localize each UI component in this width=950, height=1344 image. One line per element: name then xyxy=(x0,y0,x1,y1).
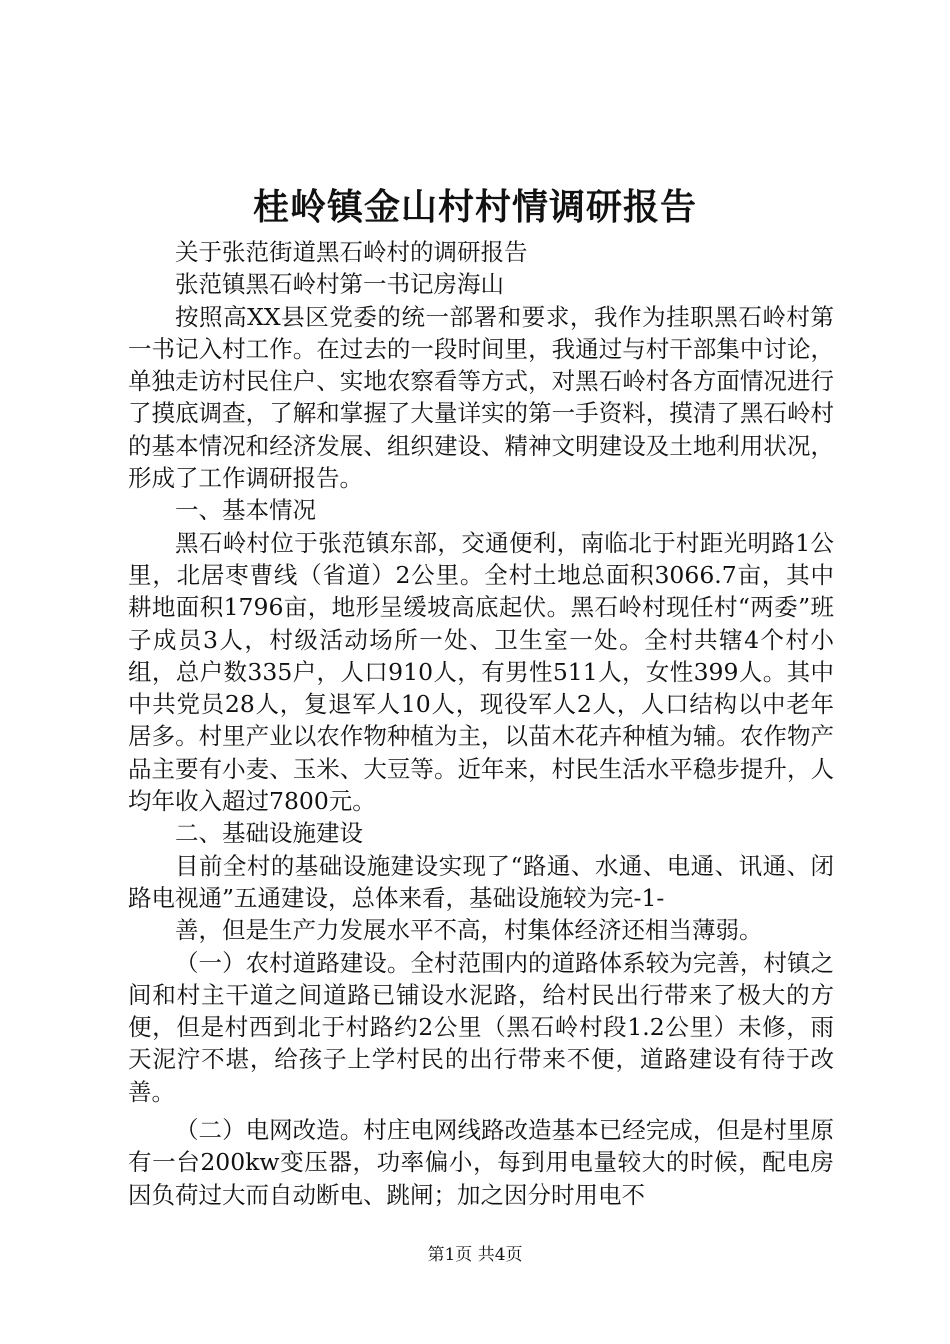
paragraph-infrastructure-cont: 善，但是生产力发展水平不高，村集体经济还相当薄弱。 xyxy=(175,916,763,945)
page-number-footer: 第1页 共4页 xyxy=(427,1245,523,1265)
document-body xyxy=(128,236,834,1211)
paragraph-intro: 按照高XX县区党委的统一部署和要求，我作为挂职黑石岭村第一书记入村工作。在过去的一段时间里，我通过与村干部集中讨论，单独走访村民住户、实地农察看等方式，对黑石岭村各方面情况进行了摸底调查，了解和掌握了大量详实的第一手资料，摸清了黑石岭村的基本情况和经济发展、组织建设、精神文明建设及土地利用状况，形成了工作调研报告。 xyxy=(128,302,834,493)
section-heading-basic-info: 一、基本情况 xyxy=(175,496,316,525)
document-title: 桂岭镇金山村村情调研报告 xyxy=(252,186,697,228)
paragraph-subtitle: 关于张范街道黑石岭村的调研报告 xyxy=(175,238,528,266)
paragraph-infrastructure: 目前全村的基础设施建设实现了“路通、水通、电通、讯通、闭路电视通”五通建设，总体来看，基础设施较为完-1- xyxy=(128,851,834,912)
paragraph-grid-upgrade: （二）电网改造。村庄电网线路改造基本已经完成，但是村里原有一台200kw变压器，功率偏小，每到用电量较大的时候，配电房因负荷过大而自动断电、跳闸；加之因分时用电不 xyxy=(128,1116,834,1209)
paragraph-author: 张范镇黑石岭村第一书记房海山 xyxy=(175,270,504,299)
section-heading-infrastructure: 二、基础设施建设 xyxy=(175,819,363,848)
paragraph-basic-info: 黑石岭村位于张范镇东部，交通便利，南临北于村距光明路1公里，北居枣曹线（省道）2公里。全村土地总面积3066.7亩，其中耕地面积1796亩，地形呈缓坡高底起伏。黑石岭村现任村“两委”班子成员3人，村级活动场所一处、卫生室一处。全村共辖4个村小组，总户数335户，人口910人，有男性511人，女性399人。其中中共党员28人，复退军人10人，现役军人2人，人口结构以中老年居多。村里产业以农作物种植为主，以苗木花卉种植为辅。农作物产品主要有小麦、玉米、大豆等。近年来，村民生活水平稳步提升，人均年收入超过7800元。 xyxy=(128,528,834,816)
paragraph-road-construction: （一）农村道路建设。全村范围内的道路体系较为完善，村镇之间和村主干道之间道路已铺设水泥路，给村民出行带来了极大的方便，但是村西到北于村路约2公里（黑石岭村段1.2公里）未修，雨天泥泞不堪，给孩子上学村民的出行带来不便，道路建设有待于改善。 xyxy=(128,948,834,1106)
